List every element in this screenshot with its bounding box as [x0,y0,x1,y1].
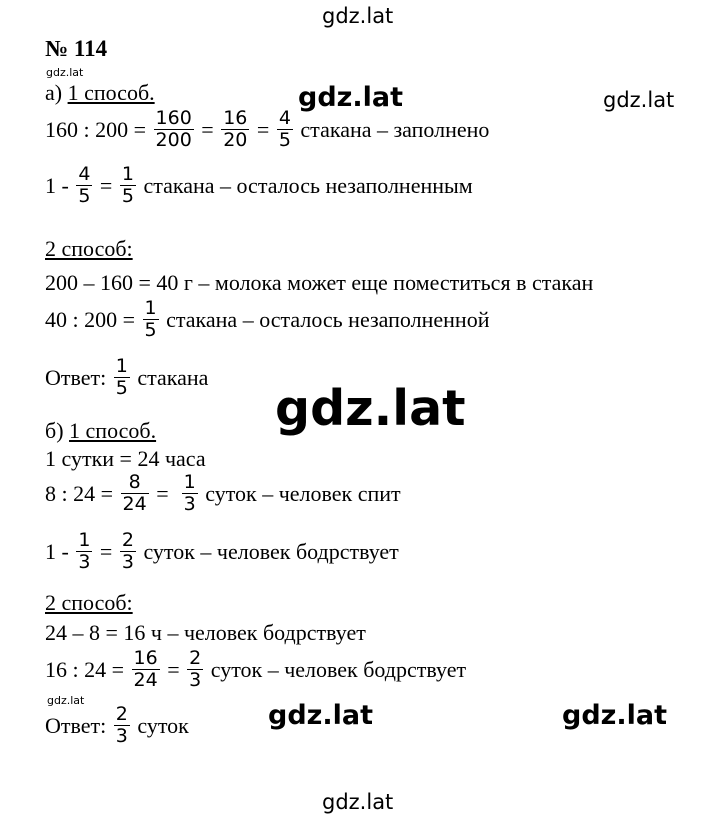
watermark-small: gdz.lat [46,66,84,79]
text-line: 1 сутки = 24 часа [45,446,206,471]
part-label: а) [45,80,68,105]
equation-line: 1 - $\frac{4}{5}$ = $\frac{1}{5}$ стакана – осталось незаполненным [45,163,473,207]
fraction: $\frac{2}{3}$ [115,703,128,747]
watermark-bold: gdz.lat [562,700,668,731]
text-line: 200 – 160 = 40 г – молока может еще поместиться в стакан [45,270,594,295]
equation-line: 16 : 24 = $\frac{16}{24}$ = $\frac{2}{3}$ суток – человек бодрствует [45,647,467,691]
method-title: 2 способ: [45,590,133,615]
answer-line: Ответ: $\frac{2}{3}$ суток [45,703,189,747]
watermark-bold: gdz.lat [268,700,374,731]
watermark-center: gdz.lat [275,380,466,437]
method-title: 1 способ. [67,80,155,105]
fraction: $\frac{1}{5}$ [144,297,157,341]
problem-number: № 114 [45,36,108,61]
watermark-top: gdz.lat [322,4,394,28]
equation-line: 1 - $\frac{1}{3}$ = $\frac{2}{3}$ суток – человек бодрствует [45,529,399,573]
fraction: $\frac{160}{200}$ [155,107,192,151]
fraction: $\frac{4}{5}$ [278,107,291,151]
fraction: $\frac{16}{24}$ [133,647,158,691]
fraction: $\frac{16}{20}$ [223,107,248,151]
fraction: $\frac{2}{3}$ [189,647,202,691]
fraction: $\frac{1}{5}$ [121,163,134,207]
fraction: $\frac{4}{5}$ [78,163,91,207]
fraction: $\frac{1}{3}$ [78,529,91,573]
answer-line: Ответ: $\frac{1}{5}$ стакана [45,355,209,399]
fraction: $\frac{2}{3}$ [121,529,134,573]
part-b-header [45,418,156,444]
method-title: 2 способ: [45,236,133,261]
watermark-bottom: gdz.lat [322,790,394,814]
fraction: $\frac{1}{3}$ [183,471,196,515]
fraction: $\frac{1}{5}$ [115,355,128,399]
equation-line: 8 : 24 = $\frac{8}{24}$ = $\frac{1}{3}$ суток – человек спит [45,471,401,515]
fraction: $\frac{8}{24}$ [122,471,147,515]
watermark-small: gdz.lat [47,694,85,707]
method-title: 1 способ. [69,418,157,443]
text-line: 24 – 8 = 16 ч – человек бодрствует [45,620,366,645]
part-label: б) [45,418,70,443]
equation-line: 160 : 200 = $\frac{160}{200}$ = $\frac{16}{20}$ = $\frac{4}{5}$ стакана – заполнено [45,107,490,151]
watermark-right: gdz.lat [603,88,675,112]
equation-line: 40 : 200 = $\frac{1}{5}$ стакана – осталось незаполненной [45,297,490,341]
watermark-bold: gdz.lat [298,82,404,113]
part-a-header [45,80,155,106]
